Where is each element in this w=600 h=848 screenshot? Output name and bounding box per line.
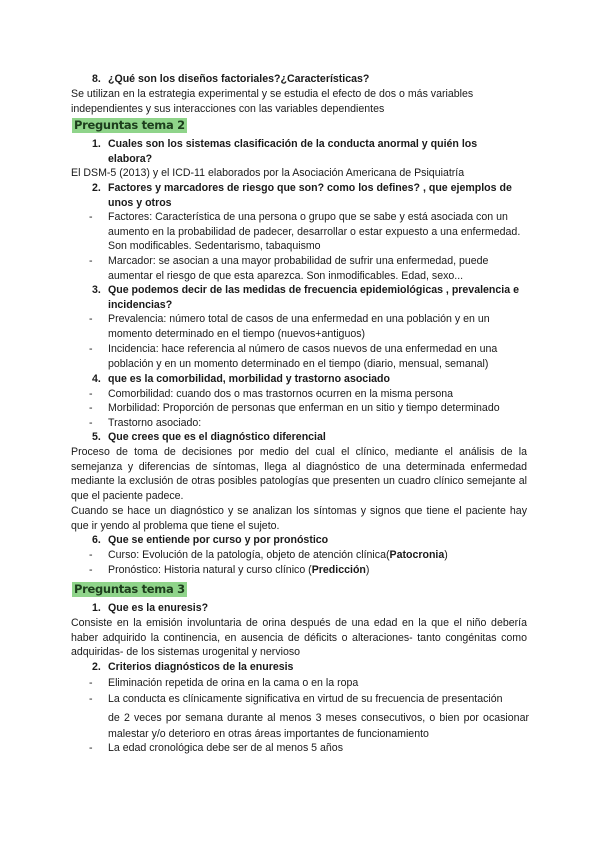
list-item: - Curso: Evolución de la patología, objeto de atención clínica(Patocronia) (89, 549, 448, 561)
question-number: 8. (92, 73, 101, 85)
bullet-dash: - (89, 693, 93, 705)
bullet-dash: - (89, 417, 93, 429)
bullet-dash: - (89, 343, 93, 355)
question-number: 1. (92, 602, 101, 614)
question-text: ¿Qué son los diseños factoriales?¿Características? (108, 73, 370, 85)
question-text: Que crees que es el diagnóstico diferencial (108, 431, 326, 443)
question-t2-3 (92, 283, 522, 312)
question-t2-5 (92, 430, 522, 445)
question-text: Factores y marcadores de riesgo que son? como los defines? , que ejemplos de unos y otros (108, 182, 512, 209)
bullet-dash: - (89, 255, 93, 267)
list-item: - Trastorno asociado: (89, 417, 202, 429)
question-text: Cuales son los sistemas clasificación de la conducta anormal y quién los elabora? (108, 138, 478, 165)
list-item: - Morbilidad: Proporción de personas que enferman en un sitio y tiempo determinado (89, 402, 500, 414)
question-text: Criterios diagnósticos de la enuresis (108, 661, 294, 673)
question-number: 4. (92, 373, 101, 385)
question-text: Que podemos decir de las medidas de frecuencia epidemiológicas , prevalencia e incidencias? (108, 284, 519, 311)
list-item: - Prevalencia: número total de casos de una enfermedad en una población y en un momento determinado en el tiempo (nuevos+antiguos) (89, 313, 490, 340)
list-item: - Incidencia: hace referencia al número de casos nuevos de una enfermedad en una población y en un momento determinado en el tiempo (diario, mensual, semanal) (89, 343, 498, 370)
question-number: 2. (92, 661, 101, 673)
answer-t3-1: Consiste en la emisión involuntaria de orina después de una edad en la que el niño debería haber adquirido la continencia, en ausencia de déficits o alteraciones- tanto congénitas como adquiridas- de los sistemas urogenital y nervioso (71, 617, 527, 659)
bullet-dash: - (89, 388, 93, 400)
list-item: - La conducta es clínicamente significativa en virtud de su frecuencia de presentación (89, 693, 503, 705)
bullet-dash: - (89, 564, 93, 576)
bullet-dash: - (89, 742, 93, 754)
question-text: que es la comorbilidad, morbilidad y trastorno asociado (108, 373, 390, 385)
answer-t2-5-paragraph-2: Cuando se hace un diagnóstico y se analizan los síntomas y signos que tiene el paciente hay que ir yendo al problema que tiene el sujeto. (71, 505, 527, 532)
bullet-dash: - (89, 313, 93, 325)
bullet-dash: - (89, 211, 93, 223)
answer-t2-1: El DSM-5 (2013) y el ICD-11 elaborados por la Asociación Americana de Psiquiatría (71, 167, 465, 179)
question-8 (92, 72, 522, 87)
question-t3-2 (92, 660, 522, 675)
question-t2-4 (92, 372, 522, 387)
answer-8: Se utilizan en la estrategia experimental y se estudia el efecto de dos o más variables independientes y sus interacciones con las variables dependientes (71, 88, 474, 115)
question-text: Que se entiende por curso y por pronóstico (108, 534, 329, 546)
list-item: - Eliminación repetida de orina en la cama o en la ropa (89, 677, 359, 689)
bullet-dash: - (89, 549, 93, 561)
question-number: 6. (92, 534, 101, 546)
list-item: - Marcador: se asocian a una mayor probabilidad de sufrir una enfermedad, puede aumentar el riesgo de que esta aparezca. Son inmodificables. Edad, sexo... (89, 255, 489, 282)
question-text: Que es la enuresis? (108, 602, 209, 614)
question-number: 2. (92, 182, 101, 194)
bullet-dash: - (89, 402, 93, 414)
question-t2-2 (92, 181, 522, 210)
list-item: - Comorbilidad: cuando dos o mas trastornos ocurren en la misma persona (89, 388, 454, 400)
section-heading-tema-2: Preguntas tema 2 (74, 118, 185, 132)
section-heading-tema-3: Preguntas tema 3 (74, 582, 185, 596)
question-number: 1. (92, 138, 101, 150)
list-item-continuation: de 2 veces por semana durante al menos 3 meses consecutivos, o bien por ocasionar malestar y/o deterioro en otras áreas importantes de funcionamiento (108, 712, 529, 740)
bullet-dash: - (89, 677, 93, 689)
question-number: 5. (92, 431, 101, 443)
list-item: - Pronóstico: Historia natural y curso clínico (Predicción) (89, 564, 370, 576)
question-t3-1 (92, 601, 522, 616)
list-item: - La edad cronológica debe ser de al menos 5 años (89, 742, 343, 754)
list-item: - Factores: Característica de una persona o grupo que se sabe y está asociada con un aumento en la probabilidad de padecer, desarrollar o estar expuesto a una enfermedad. Son modificables. Sedentarismo, tabaquismo (89, 211, 521, 253)
question-t2-6 (92, 533, 522, 548)
question-number: 3. (92, 284, 101, 296)
answer-t2-5-paragraph-1: Proceso de toma de decisiones por medio del cual el clínico, mediante el análisis de la semejanza y diferencias de síntomas, llega al diagnóstico de una determinada enfermedad mediante la exclusión de otras posibles patologías que presenten un cuadro clínico semejante al que el paciente padece. (71, 446, 527, 502)
question-t2-1 (92, 137, 522, 166)
